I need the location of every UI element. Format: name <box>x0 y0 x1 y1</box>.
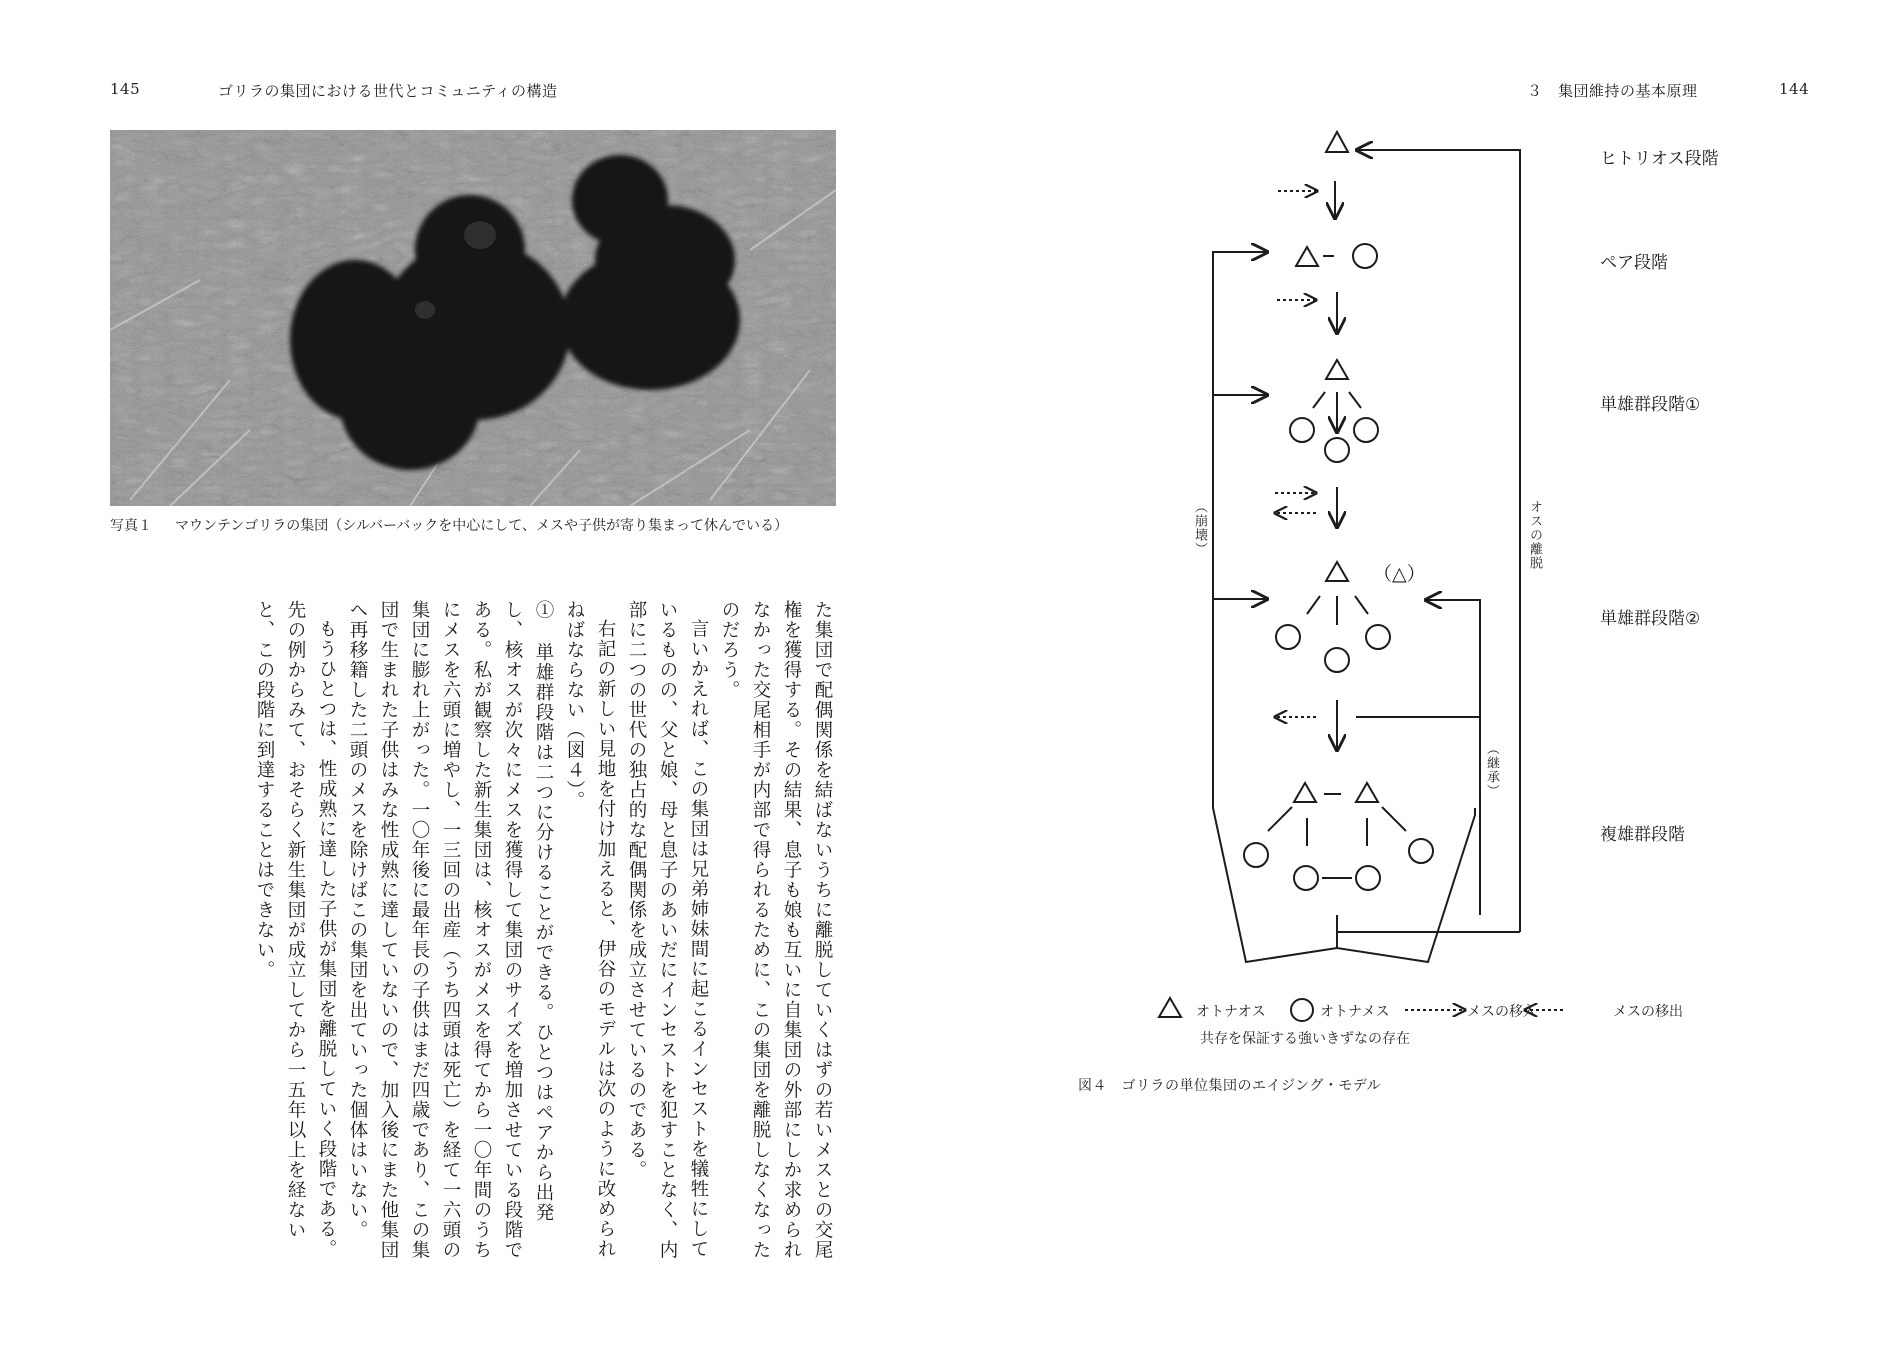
paragraph: ① 単雄群段階は二つに分けることができる。ひとつはペアから出発し、核オスが次々にメスを獲得して集団のサイズを増加させている段階である。私が観察した新生集団は、核オスがメスを得てから一〇年間のうちにメスを六頭に増やし、一三回の出産（うち四頭は死亡）を経て一六頭の集団に膨れ上がった。一〇年後に最年長の子供はまだ四歳であり、この集団で生まれた子供はみな性成熟に達していないので、加入後にまた他集団へ再移籍した二頭のメスを除けばこの集団を出ていった個体はいない。 <box>347 600 554 1260</box>
stage-one-male-group-2: 単雄群段階② <box>1600 609 1701 629</box>
label-male-departure: オスの離脱 <box>1527 500 1542 570</box>
photo-caption-label: 写真１ <box>110 518 152 534</box>
photo-caption-text: マウンテンゴリラの集団（シルバーバックを中心にして、メスや子供が寄り集まって休んでいる） <box>175 518 788 534</box>
legend-female-immigration: メスの移入 <box>1467 1004 1537 1020</box>
paragraph: た集団で配偶関係を結ばないうちに離脱していくはずの若いメスとの交尾権を獲得する。その結果、息子も娘も互いに自集団の外部にしか求められなかった交尾相手が内部で得られるために、この集団を離脱しなくなったのだろう。 <box>719 600 833 1260</box>
running-title: ゴリラの集団における世代とコミュニティの構造 <box>218 82 558 100</box>
legend-note: 共存を保証する強いきずなの存在 <box>1200 1031 1410 1047</box>
legend-female-emigration: メスの移出 <box>1613 1004 1683 1020</box>
label-collapse: （崩壊） <box>1192 500 1207 556</box>
male-triangle <box>1326 132 1348 152</box>
stage-one-male-group-1: 単雄群段階① <box>1600 395 1701 415</box>
stage-solitary-male: ヒトリオス段階 <box>1600 149 1719 169</box>
parenthesized-male: （△） <box>1373 563 1426 585</box>
stage-multi-male-group: 複雄群段階 <box>1600 825 1685 845</box>
paragraph: 言いかえれば、この集団は兄弟姉妹間に起こるインセストを犠牲にしているものの、父と娘、母と息子のあいだにインセストを犯すことなく、内部に二つの世代の独占的な配偶関係を成立させているのである。 <box>626 600 709 1260</box>
paragraph: もうひとつは、性成熟に達した子供が集団を離脱していく段階である。先の例からみて、おそらく新生集団が成立してから一五年以上を経ないと、この段階に到達することはできない。 <box>254 600 337 1259</box>
label-inheritance: （継承） <box>1484 742 1499 798</box>
stage-pair: ペア段階 <box>1600 253 1668 273</box>
page-number-left: 145 <box>110 80 141 98</box>
page-number-right: 144 <box>1779 80 1810 98</box>
figure-caption: 図４ ゴリラの単位集団のエイジング・モデル <box>1078 1078 1382 1094</box>
legend-adult-male: オトナオス <box>1196 1004 1266 1020</box>
legend-adult-female: オトナメス <box>1320 1004 1390 1020</box>
chapter-title: ３ 集団維持の基本原理 <box>1527 82 1698 100</box>
paragraph: 右記の新しい見地を付け加えると、伊谷のモデルは次のように改められねばならない（図４）。 <box>564 600 616 1259</box>
